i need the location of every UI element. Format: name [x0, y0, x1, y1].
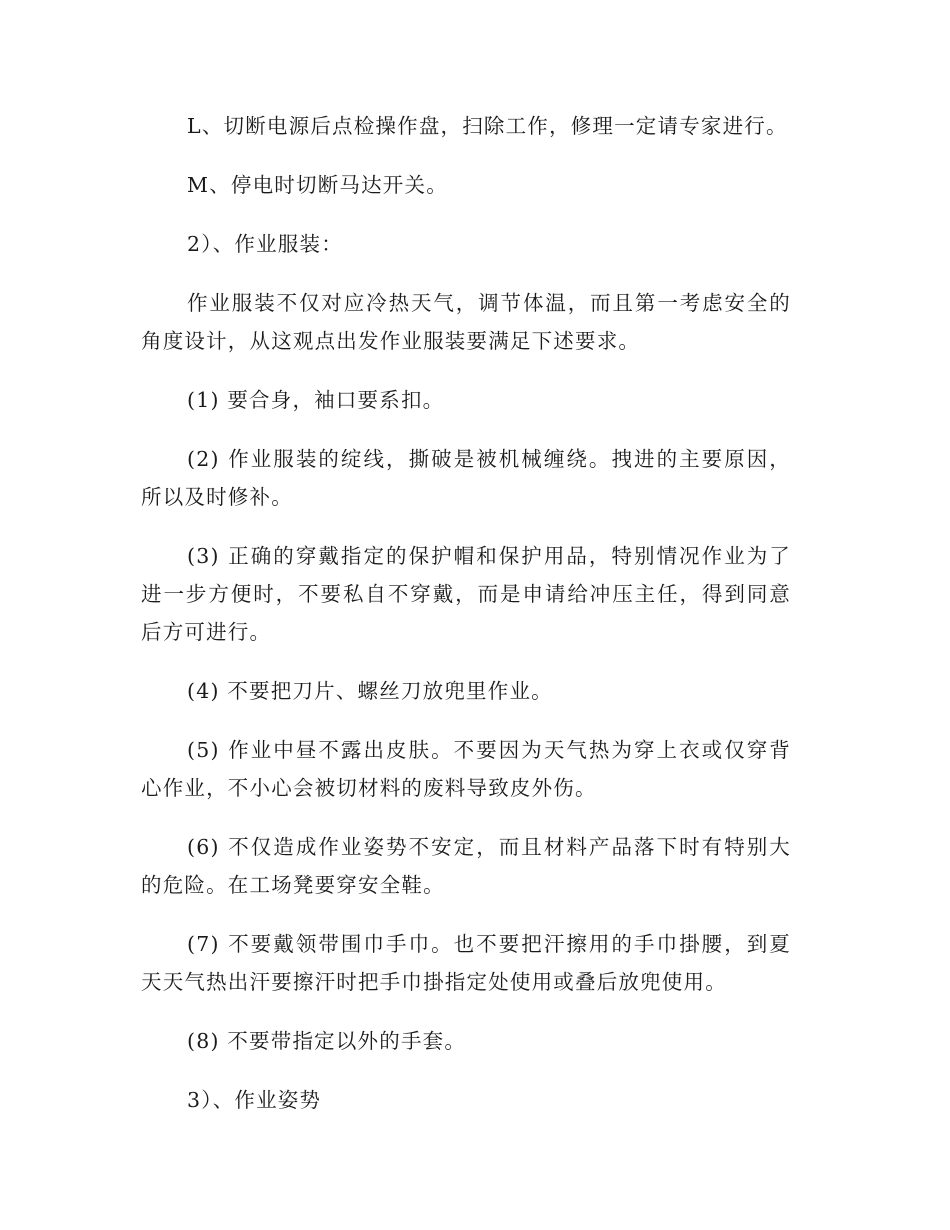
- paragraph-item-l: L、切断电源后点检操作盘，扫除工作，修理一定请专家进行。: [187, 114, 788, 138]
- list-item-8: (8) 不要带指定以外的手套。: [187, 1029, 467, 1053]
- list-item-6: (6) 不仅造成作业姿势不安定，而且材料产品落下时有特别大的危险。在工场凳要穿安全鞋。: [141, 835, 791, 897]
- list-item-7: (7) 不要戴领带围巾手巾。也不要把汗擦用的手巾掛腰，到夏天天气热出汗要擦汗时把手巾掛指定处使用或叠后放兜使用。: [141, 932, 791, 994]
- list-item-1: (1) 要合身，袖口要系扣。: [187, 388, 445, 412]
- section-heading-work-clothing: 2）、作业服装：: [187, 232, 343, 256]
- paragraph-item-m: M、停电时切断马达开关。: [187, 173, 448, 197]
- section-heading-work-posture: 3）、作业姿势: [187, 1088, 322, 1112]
- list-item-3: (3) 正确的穿戴指定的保护帽和保护用品，特别情况作业为了进一步方便时，不要私自不穿戴，而是申请给冲压主任，得到同意后方可进行。: [141, 544, 791, 644]
- list-item-4: (4) 不要把刀片、螺丝刀放兜里作业。: [187, 679, 553, 703]
- list-item-2: (2) 作业服装的绽线，撕破是被机械缠绕。拽进的主要原因，所以及时修补。: [141, 447, 791, 509]
- paragraph-clothing-intro: 作业服装不仅对应冷热天气，调节体温，而且第一考虑安全的角度设计，从这观点出发作业服装要满足下述要求。: [141, 291, 791, 353]
- list-item-5: (5) 作业中昼不露出皮肤。不要因为天气热为穿上衣或仅穿背心作业，不小心会被切材料的废料导致皮外伤。: [141, 738, 791, 800]
- document-body: [141, 107, 791, 1140]
